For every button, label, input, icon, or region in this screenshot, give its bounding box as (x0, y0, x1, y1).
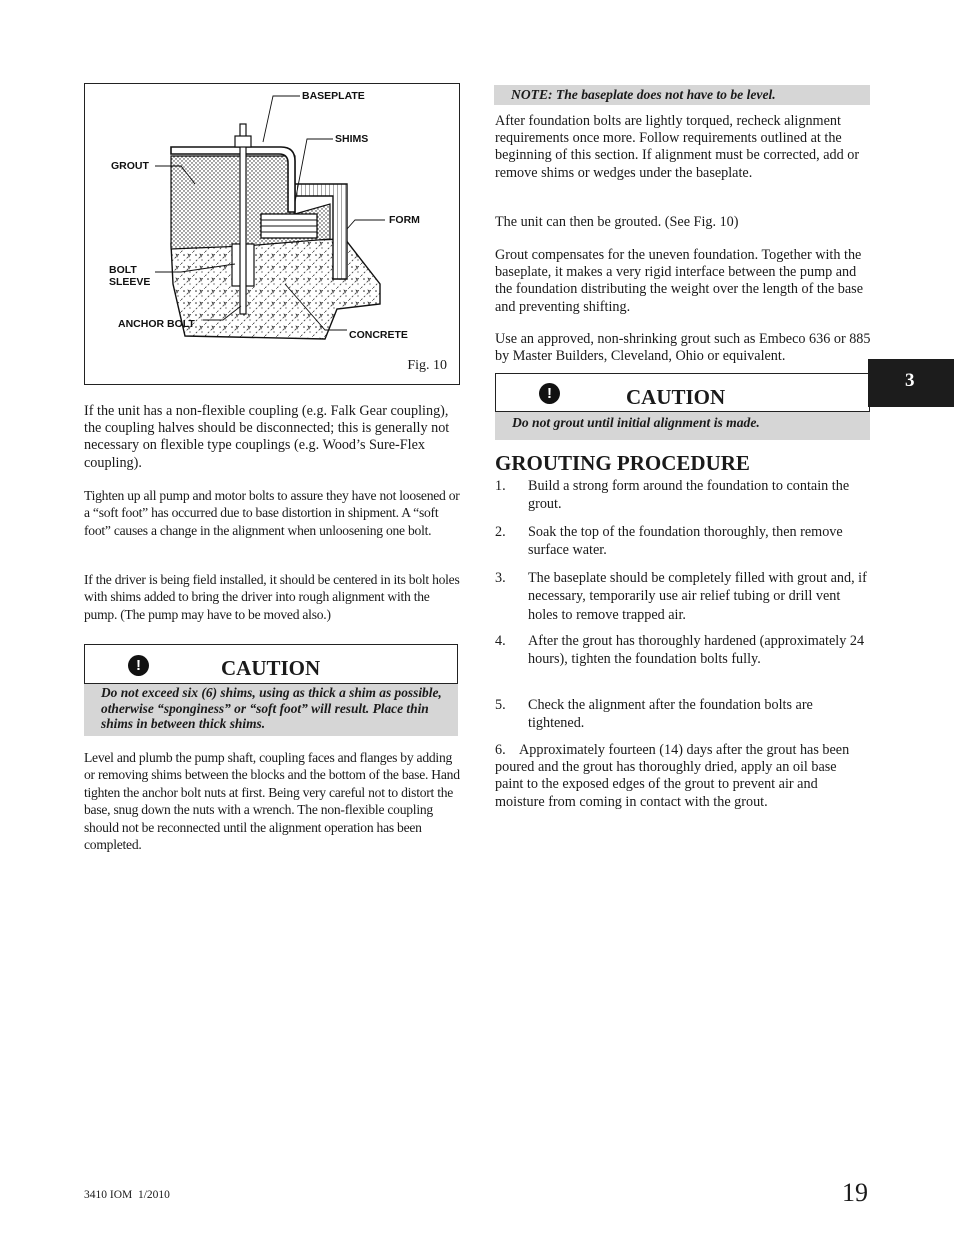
bolt-nut (235, 136, 251, 147)
paragraph-grouted: The unit can then be grouted. (See Fig. 10) (495, 214, 739, 230)
concrete-region (171, 239, 380, 339)
note-baseplate-level: NOTE: The baseplate does not have to be level. (494, 85, 870, 105)
paragraph-level-plumb: Level and plumb the pump shaft, coupling faces and flanges by adding or removing shims between the blocks and the bottom of the base. Hand tighten the anchor bolt nuts at first. Being very careful not to distort the base, snug down the nuts with a wrench. The non-flexible coupling should not be reconnected until the alignment operation has been completed. (84, 750, 460, 853)
caution-title: CAUTION (626, 385, 726, 409)
anchor-bolt (240, 124, 246, 314)
grouting-diagram (85, 84, 459, 384)
caution-box-shims (84, 644, 458, 684)
paragraph-approved-grout: Use an approved, non-shrinking grout such as Embeco 636 or 885 by Master Builders, Cleveland, Ohio or equivalent. (495, 331, 871, 365)
callout-anchor-bolt: ANCHOR BOLT (118, 318, 195, 330)
list-item: 4. After the grout has thoroughly hardened (approximately 24 hours), tighten the foundation bolts fully. (495, 633, 865, 668)
list-item: 1. Build a strong form around the foundation to contain the grout. (495, 478, 850, 513)
paragraph-recheck-alignment: After foundation bolts are lightly torqued, recheck alignment requirements once more. Follow requirements outlined at the beginning of this section. If alignment must be corrected, add or remove shims or wedges under the baseplate. (495, 113, 860, 181)
section-heading: GROUTING PROCEDURE (495, 451, 750, 475)
list-item: 3. The baseplate should be completely filled with grout and, if necessary, temporarily use air relief tubing or drill vent holes to remove trapped air. (495, 570, 867, 623)
page-number: 19 (842, 1178, 868, 1207)
list-item-6: 6. Approximately fourteen (14) days after the grout has been poured and the grout has thoroughly dried, apply an oil base paint to the exposed edges of the grout to prevent air and moisture from coming in contact with the grout. (495, 742, 853, 810)
figure-label: Fig. 10 (407, 358, 447, 373)
footer-doc-id: 3410 IOM 1/2010 (84, 1189, 170, 1201)
paragraph-tighten-bolts: Tighten up all pump and motor bolts to assure they have not loosened or a “soft foot” has occurred due to base distortion in shipment. A “soft foot” causes a change in the alignment when unloosening one bolt. (84, 488, 460, 538)
callout-bolt: BOLT (109, 264, 137, 276)
paragraph-grout-compensates: Grout compensates for the uneven foundation. Together with the baseplate, it makes a very rigid interface between the pump and the foundation distributing the weight over the length of the base and preventing shifting. (495, 247, 864, 315)
section-tab: 3 (868, 359, 954, 407)
paragraph-driver-install: If the driver is being field installed, it should be centered in its bolt holes with shims added to bring the driver into rough alignment with the pump. (The pump may have to be moved also.) (84, 572, 460, 622)
list-item: 2. Soak the top of the foundation thoroughly, then remove surface water. (495, 524, 843, 559)
caution-box-grout (495, 373, 870, 412)
caution-text-shims: Do not exceed six (6) shims, using as thick a shim as possible, otherwise “sponginess” or “soft foot” will result. Place thin shims in between thick shims. (84, 684, 458, 736)
callout-grout: GROUT (111, 160, 149, 172)
callout-form: FORM (389, 214, 420, 226)
figure-10 (84, 83, 460, 385)
caution-title: CAUTION (221, 656, 321, 680)
exclamation-icon: ! (128, 655, 149, 676)
callout-concrete: CONCRETE (349, 329, 408, 341)
callout-sleeve: SLEEVE (109, 276, 151, 288)
exclamation-icon: ! (539, 383, 560, 404)
list-item: 5. Check the alignment after the foundation bolts are tightened. (495, 697, 813, 732)
caution-text-grout: Do not grout until initial alignment is made. (495, 412, 870, 440)
callout-shims: SHIMS (335, 133, 369, 145)
paragraph-coupling: If the unit has a non-flexible coupling (e.g. Falk Gear coupling), the coupling halves should be disconnected; this is generally not necessary on flexible type couplings (e.g. Wood’s Sure-Flex coupling). (84, 403, 450, 471)
callout-baseplate: BASEPLATE (302, 90, 365, 102)
